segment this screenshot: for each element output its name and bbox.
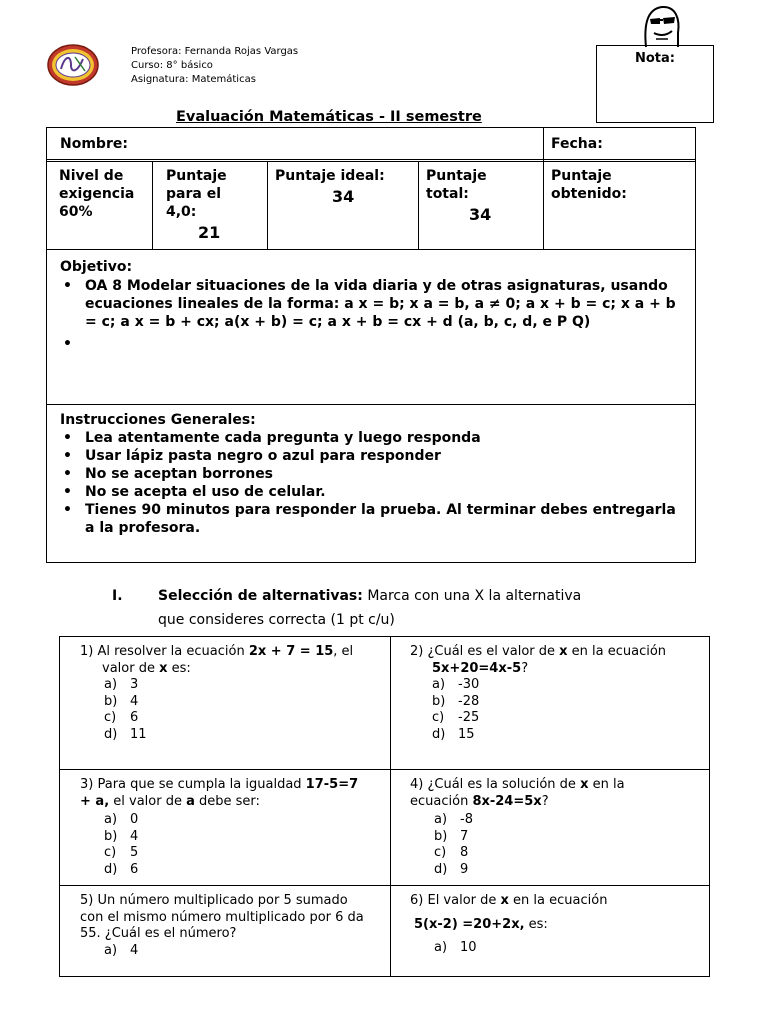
- teacher-info: [131, 45, 298, 87]
- section-number: I.: [112, 588, 123, 604]
- instructions-title: Instrucciones Generales:: [60, 412, 256, 428]
- grade-label: Nota:: [635, 51, 675, 66]
- ideal-score-value: 34: [332, 187, 355, 206]
- divider: [47, 159, 695, 160]
- name-label: Nombre:: [60, 136, 128, 152]
- option[interactable]: c) -25: [432, 710, 480, 725]
- divider: [60, 769, 709, 770]
- instruction-item: • Tienes 90 minutos para responder la prueba. Al terminar debes entregarla a la profesora.: [47, 501, 687, 537]
- date-label: Fecha:: [551, 136, 603, 152]
- option[interactable]: b) 4: [104, 828, 139, 844]
- option[interactable]: a) 10: [434, 940, 477, 955]
- option[interactable]: b) 4: [104, 693, 139, 709]
- question-3: 3) Para que se cumpla la igualdad 17-5=7 + a, el valor de a debe ser: a) 0 b) 4 c) 5 d) 6: [80, 777, 385, 878]
- evaluation-title: Evaluación Matemáticas - II semestre: [176, 109, 482, 125]
- section-desc: Marca con una X la alternativa: [362, 588, 582, 604]
- question-6: 6) El valor de x en la ecuación 5(x-2) =20+2x, es: a) 10: [410, 893, 706, 957]
- info-table: [46, 127, 696, 563]
- instruction-item: • No se aceptan borrones: [47, 465, 687, 483]
- divider: [418, 161, 419, 249]
- objective-item: • OA 8 Modelar situaciones de la vida diaria y de otras asignaturas, usando ecuaciones lineales de la forma: a x = b; x a = b, a ≠ 0; a x + b = c; x a + b = c; a x = b + cx; a(x + b) = c; a x + b = cx + d (a, b, c, d, e P Q): [47, 277, 687, 331]
- question-5: 5) Un número multiplicado por 5 sumado con el mismo número multiplicado por 6 da 55. ¿Cuál es el número? a) 4: [80, 893, 385, 959]
- section-title: Selección de alternativas:: [158, 588, 363, 604]
- option[interactable]: a) 0: [104, 812, 139, 827]
- subject: Asignatura: Matemáticas: [131, 74, 256, 85]
- score-4-value: 21: [198, 223, 221, 242]
- objective-title: Objetivo:: [60, 259, 133, 275]
- section-desc-line2: que consideres correcta (1 pt c/u): [158, 612, 395, 628]
- option[interactable]: a) 3: [104, 677, 139, 692]
- question-5-options: [80, 943, 385, 960]
- obtained-score-label: Puntaje obtenido:: [551, 168, 627, 202]
- option[interactable]: a) 4: [104, 942, 139, 958]
- question-6-options: [410, 940, 706, 957]
- divider: [47, 249, 695, 250]
- instructions-list: [47, 429, 687, 537]
- instruction-item: • No se acepta el uso de celular.: [47, 483, 687, 501]
- course: Curso: 8° básico: [131, 60, 213, 71]
- option[interactable]: c) 5: [104, 845, 139, 860]
- question-4: 4) ¿Cuál es la solución de x en la ecuación 8x-24=5x? a) -8 b) 7 c) 8 d) 9: [410, 777, 706, 878]
- option[interactable]: a) -30: [432, 677, 480, 692]
- option[interactable]: c) 8: [434, 845, 469, 860]
- divider: [543, 161, 544, 249]
- total-score-value: 34: [469, 205, 492, 224]
- score-4-label: Puntaje para el 4,0:: [166, 168, 227, 220]
- question-1: 1) Al resolver la ecuación 2x + 7 = 15, el valor de x es: a) 3 b) 4 c) 6 d) 11: [80, 644, 385, 743]
- exigency-label: Nivel de exigencia 60%: [59, 168, 135, 220]
- option[interactable]: a) -8: [434, 812, 473, 827]
- questions-table: [59, 636, 710, 977]
- option[interactable]: b) -28: [432, 693, 480, 709]
- question-2: 2) ¿Cuál es el valor de x en la ecuación 5x+20=4x-5? a) -30 b) -28 c) -25 d) 15: [410, 644, 706, 743]
- option[interactable]: b) 7: [434, 828, 469, 844]
- grade-box: [596, 45, 714, 123]
- section-heading: [158, 588, 581, 604]
- option[interactable]: c) 6: [104, 710, 139, 725]
- instruction-item: • Lea atentamente cada pregunta y luego responda: [47, 429, 687, 447]
- option[interactable]: d) 9: [434, 861, 469, 877]
- divider: [60, 885, 709, 886]
- divider: [390, 637, 391, 976]
- divider: [267, 161, 268, 249]
- divider: [152, 161, 153, 249]
- question-1-options: [80, 677, 385, 743]
- divider: [47, 404, 695, 405]
- ideal-score-label: Puntaje ideal:: [275, 168, 385, 184]
- option[interactable]: d) 15: [432, 726, 475, 742]
- divider: [47, 161, 695, 162]
- instruction-item: • Usar lápiz pasta negro o azul para responder: [47, 447, 687, 465]
- teacher-name: Profesora: Fernanda Rojas Vargas: [131, 46, 299, 57]
- question-3-options: [80, 812, 385, 878]
- option[interactable]: d) 11: [104, 726, 147, 742]
- school-logo: [47, 43, 99, 87]
- objective-item: [47, 335, 687, 353]
- objective-list: [47, 277, 687, 353]
- meme-face-icon: [638, 3, 684, 49]
- total-score-label: Puntaje total:: [426, 168, 487, 202]
- question-4-options: [410, 812, 706, 878]
- option[interactable]: d) 6: [104, 861, 139, 877]
- question-2-options: [408, 677, 706, 743]
- divider: [543, 128, 544, 161]
